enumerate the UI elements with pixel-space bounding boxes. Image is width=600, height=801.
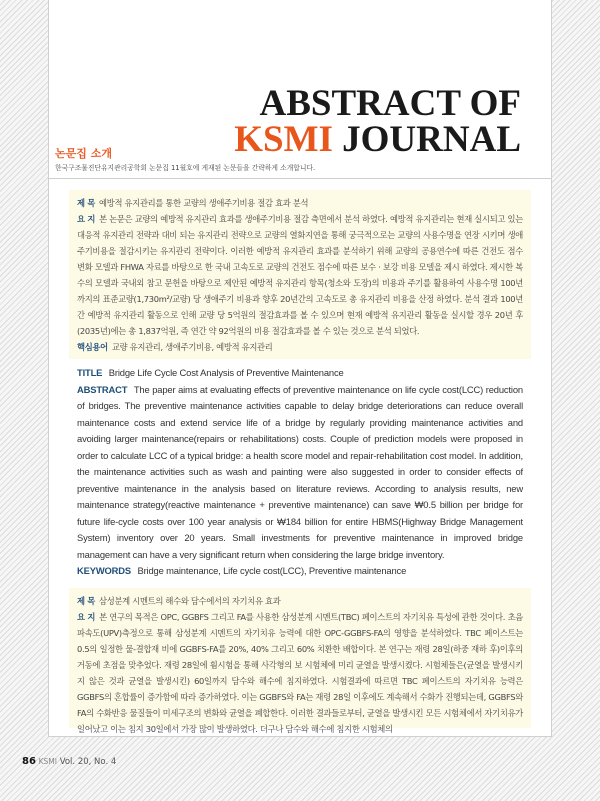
paper-title: 삼성분계 시멘트의 해수와 담수에서의 자기치유 효과 bbox=[99, 595, 281, 606]
keywords-label-en: KEYWORDS bbox=[77, 565, 132, 576]
paper-keywords: 교량 유지관리, 생애주기비용, 예방적 유지관리 bbox=[111, 342, 273, 352]
abstract-label: 요 지 bbox=[77, 214, 96, 224]
abstract-label-en: ABSTRACT bbox=[77, 383, 128, 395]
volume-info: Vol. 20, No. 4 bbox=[59, 757, 117, 767]
paper-abstract-en: The paper aims at evaluating effects of preventive maintenance on life cycle cost(LCC) reduction of bridges. The preventive maintenance activities capable to delay bridge deteriorations can reduce overall maintenance costs and extend service life of a bridge by regularly providing maintenance activities and avoiding larger maintenance(repairs or rehabilitations) costs. Couple of prediction models were proposed in order to calculate LCC of a typical bridge: a health score model and repair-rehabilitation cost model. In addition, the maintenance activities such as wash and painting were also suggested in order to consider effects of preventive maintenance in the analysis based on literature reviews. According to analysis results, new maintenance strategy(reactive maintenance + preventive maintenance) can save ₩0.5 billion per bridge for future life-cycle costs over 100 year analysis or ₩184 billion for entire HBMS(Highway Bridge Management System) inventory over 20 years. Small investments for preventive maintenance in improved bridge management can have a very significant return when considering the large bridge inventory. bbox=[77, 383, 523, 560]
paper-abstract: 본 논문은 교량의 예방적 유지관리 효과를 생애주기비용 절감 측면에서 분석 하였다. 예방적 유지관리는 현재 실시되고 있는 대응적 유지관리 전략과 대비 되는 유지관리 전략으로 교량의 열화지연을 통해 궁극적으로는 교량의 사용수명을 연장 시키며 생애주기비용을 절감시키는 유지관리 전략이다. 이러한 예방적 유지관리 효과를 분석하기 위해 교량의 공용연수에 따른 건전도 점수 변화 모델과 FHWA 자료를 바탕으로 한 국내 고속도로 교량의 건전도 점수에 따른 보수 · 보강 비용 모델을 제시 하였다. 제시한 복수의 모델과 국내외 참고 문헌을 바탕으로 제안된 예방적 유지관리 항목(청소와 도장)의 비용과 주기를 활용하여 사용수명 100년까지의 표준교량(1,730m²/교량) 당 생애주기 비용과 향후 20년간의 고속도로 총 유지관리 비용을 산정 하였다. 분석 결과 100년간 예방적 유지관리 활동으로 인해 교량 당 5억원의 절감효과를 볼 수 있으며 현재 예방적 유지관리 활동을 실시할 경우 20년 후(2035년)에는 총 1,837억원, 즉 연간 약 92억원의 비용 절감효과를 볼 수 있는 것으로 분석 되었다. bbox=[77, 214, 523, 336]
page-number: 86 bbox=[22, 756, 36, 767]
paper-title-en: Bridge Life Cycle Cost Analysis of Preventive Maintenance bbox=[108, 367, 344, 378]
title-label: 제 목 bbox=[77, 595, 96, 606]
section-subtitle: 한국구조물진단유지관리공학회 논문집 11월호에 게재된 논문들을 간략하게 소개합니다. bbox=[55, 164, 316, 172]
keywords-label: 핵심용어 bbox=[77, 342, 108, 352]
journal-name: KSMI bbox=[38, 757, 57, 766]
paper2-korean-box bbox=[69, 588, 531, 734]
title-label-en: TITLE bbox=[77, 367, 103, 378]
page-title bbox=[234, 83, 521, 160]
paper1-korean-box bbox=[69, 190, 531, 359]
divider bbox=[49, 178, 551, 179]
title-ksmi: KSMI bbox=[234, 119, 333, 160]
page-card bbox=[48, 0, 552, 737]
paper1-english bbox=[77, 365, 523, 580]
abstract-label: 요 지 bbox=[77, 611, 96, 622]
title-line1: ABSTRACT OF bbox=[259, 83, 521, 124]
paper-title: 예방적 유지관리를 통한 교량의 생애주기비용 절감 효과 분석 bbox=[99, 198, 309, 208]
paper-abstract: 본 연구의 목적은 OPC, GGBFS 그리고 FA를 사용한 삼성분계 시멘트(TBC) 페이스트의 자기치유 특성에 관한 것이다. 초음파속도(UPV)측정으로 통해 삼성분계 시멘트의 자기치유 능력에 대한 OPC-GGBFS-FA의 영향을 분석하였다. TBC 페이스트는 0.5의 일정한 물-결합재 비에 GGBFS-FA를 20%, 40% 그리고 60% 치환한 배합이다. 본 연구는 재령 28일(하중 재하 후)이후의 거동에 초점을 맞추었다. 재령 28일에 휨시험을 통해 사각형의 보 시험체에 미리 균열을 발생시켰다. 시험체들은(균열을 발생시키지 않은 것과 균열을 발생시킨) 60일까지 담수와 해수에 침지하였다. 시험결과에 따르면 TBC 페이스트의 자기치유 능력은 GGBFS의 혼합률이 증가함에 따라 증가하였다. 이는 GGBFS와 FA는 재령 28일 이후에도 계속해서 수화가 진행되는데, GGBFS와 FA의 수화반응 물질들이 미세구조의 변화와 균열을 폐합한다. 이러한 결과들로부터, 균열을 발생시킨 모든 시험체에서 자기치유가 일어났고 이는 침지 30일에서 가장 많이 발생하였다. 더구나 담수와 해수에 침지한 시험체의 bbox=[77, 611, 523, 734]
page-footer bbox=[22, 756, 116, 767]
paper-keywords-en: Bridge maintenance, Life cycle cost(LCC), Preventive maintenance bbox=[137, 565, 407, 576]
section-heading: 논문집 소개 bbox=[55, 147, 112, 160]
title-line2 bbox=[234, 119, 521, 160]
page-header bbox=[49, 0, 551, 190]
title-journal: JOURNAL bbox=[342, 119, 521, 160]
title-label: 제 목 bbox=[77, 198, 96, 208]
